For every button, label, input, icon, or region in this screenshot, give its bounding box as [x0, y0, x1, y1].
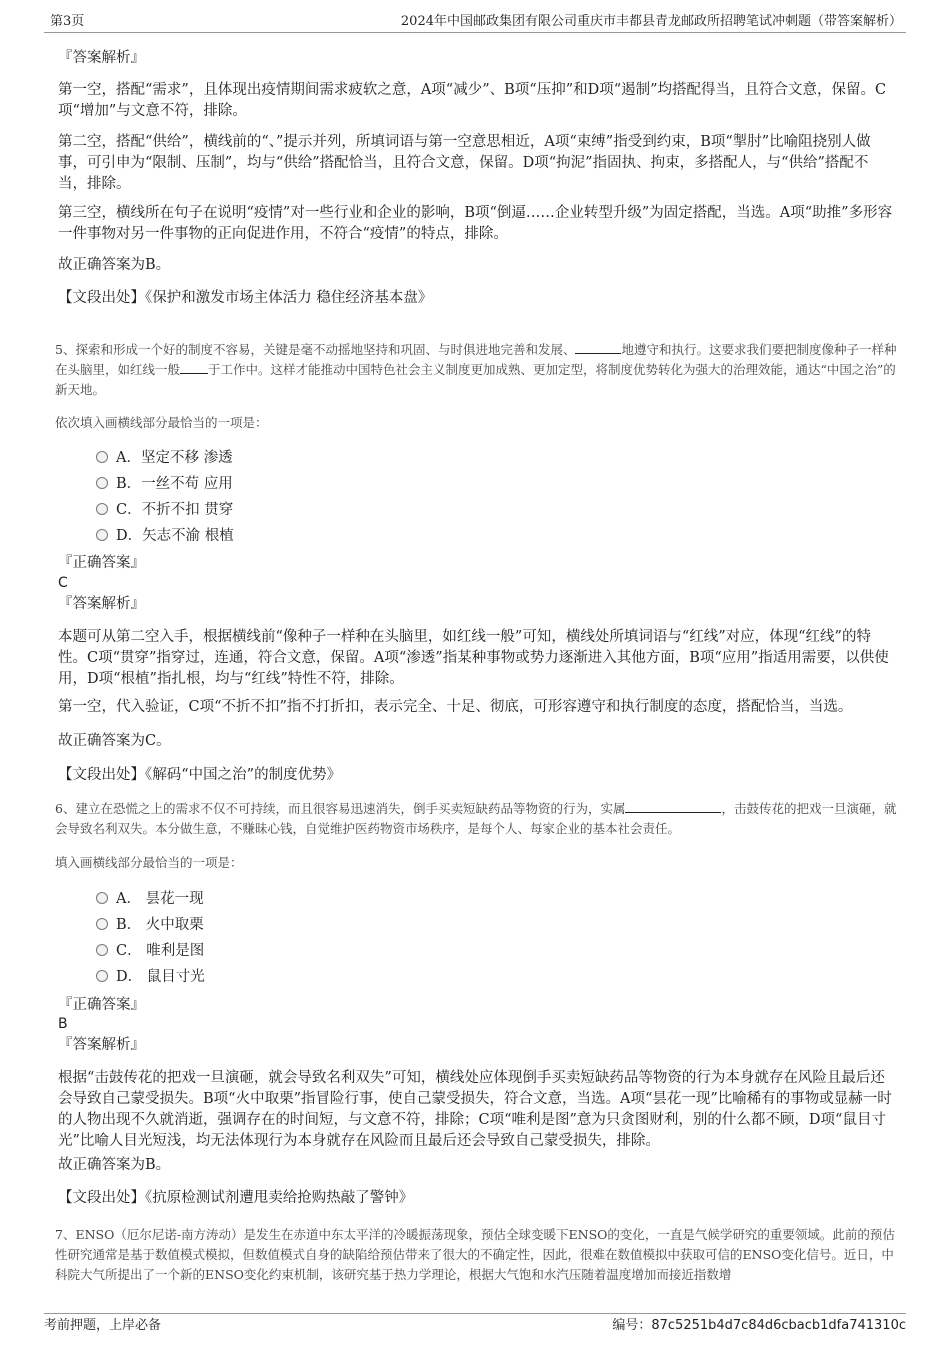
q6-analysis-para1: 根据“击鼓传花的把戏一旦演砸，就会导致名利双失”可知，横线处应体现倒手买卖短缺药品等物资的行为本身就存在风险且最后还会导致自己蒙受损失。B项“火中取栗”指冒险行事，使自己蒙受损失，符合文意，当选。A项“昙花一现”比喻稀有的事物或显赫一时的人物出现不久就消逝，强调存在的时间短，与文意不符，排除；C项“唯利是图”意为只贪图财利，别的什么都不顾，D项“鼠目寸光”比喻人目光短浅，均无法体现行为本身就存在风险而且最后还会导致自己蒙受损失，排除。	[58, 1070, 892, 1149]
q5-stem	[55, 340, 897, 400]
radio-icon[interactable]	[96, 970, 108, 982]
radio-icon[interactable]	[96, 451, 108, 463]
q6-answer: B	[58, 1016, 68, 1032]
q5-stem-part1: 5、探索和形成一个好的制度不容易，关键是毫不动摇地坚持和巩固、与时俱进地完善和发展、	[55, 342, 576, 357]
q5-source: 【文段出处】《解码“中国之治”的制度优势》	[58, 767, 342, 783]
q6-option-a[interactable]: A． 昙花一现	[96, 889, 204, 909]
q6-blank	[625, 800, 721, 813]
q4-analysis-para2: 第二空，搭配“供给”，横线前的“、”提示并列，所填词语与第一空意思相近，A项“束缚”指受到约束，B项“掣肘”比喻阻挠别人做事，可引申为“限制、压制”，均与“供给”搭配恰当，且符合文意，保留。D项“拘泥”指固执、拘束，多搭配人，与“供给”搭配不当，排除。	[58, 134, 871, 192]
q5-stem-part3: 于工作中。这样才能推动中国特色社会主义制度更加成熟、更加定型，将制度优势转化为强大的治理效能，通达“中国之治”的新天地。	[55, 362, 896, 397]
q6-conclusion: 故正确答案为B。	[58, 1157, 171, 1173]
q7-stem: 7、ENSO（厄尔尼诺-南方涛动）是发生在赤道中东太平洋的冷暖振荡现象，预估全球变暖下ENSO的变化，一直是气候学研究的重要领域。此前的预估性研究通常是基于数值模式模拟，但数值模式自身的缺陷给预估带来了很大的不确定性，因此，很难在数值模拟中获取可信的ENSO变化信号。近日，中科院大气所提出了一个新的ENSO变化约束机制，该研究基于热力学理论，根据大气饱和水汽压随着温度增加而接近指数增	[55, 1227, 895, 1282]
q5-option-a[interactable]: A．坚定不移 渗透	[96, 448, 233, 468]
footer-code-label: 编号：	[612, 1318, 652, 1333]
q5-option-b[interactable]: B．一丝不苟 应用	[96, 474, 233, 494]
q5-analysis-tag: 『答案解析』	[58, 596, 145, 612]
q6-stem-part1: 6、建立在恐慌之上的需求不仅不可持续，而且很容易迅速消失，倒手买卖短缺药品等物资的行为，实属	[55, 801, 626, 816]
q4-analysis-para1: 第一空，搭配“需求”，且体现出疫情期间需求疲软之意，A项“减少”、B项“压抑”和D项“遏制”均搭配得当，且符合文意，保留。C项“增加”与文意不符，排除。	[58, 82, 887, 119]
footer-code-value: 87c5251b4d7c84d6cbacb1dfa741310c	[651, 1318, 906, 1333]
q5-answer-tag: 『正确答案』	[58, 555, 145, 571]
page-footer	[44, 1313, 906, 1336]
q4-analysis-para3: 第三空，横线所在句子在说明“疫情”对一些行业和企业的影响，B项“倒逼……企业转型升级”为固定搭配，当选。A项“助推”多形容一件事物对另一件事物的正向促进作用，不符合“疫情”的特点，排除。	[58, 205, 893, 242]
q6-option-c[interactable]: C． 唯利是图	[96, 941, 204, 961]
q6-prompt: 填入画横线部分最恰当的一项是：	[55, 855, 243, 870]
q6-source: 【文段出处】《抗原检测试剂遭甩卖给抢购热敲了警钟》	[58, 1190, 414, 1206]
radio-icon[interactable]	[96, 503, 108, 515]
q6-analysis-tag: 『答案解析』	[58, 1037, 145, 1053]
q6-answer-tag: 『正确答案』	[58, 997, 145, 1013]
radio-icon[interactable]	[96, 918, 108, 930]
radio-icon[interactable]	[96, 944, 108, 956]
q5-prompt: 依次填入画横线部分最恰当的一项是：	[55, 415, 268, 430]
footer-code	[612, 1317, 906, 1335]
footer-slogan: 考前押题，上岸必备	[44, 1318, 162, 1333]
q6-stem-part2: ，击鼓传花的把戏一旦演砸，就会导致名利双失。本分做生意，不赚昧心钱，自觉维护医药物资市场秩序，是每个人、每家企业的基本社会责任。	[55, 801, 897, 836]
q4-source: 【文段出处】《保护和激发市场主体活力 稳住经济基本盘》	[58, 290, 433, 306]
page-header	[44, 14, 906, 33]
q5-option-c[interactable]: C．不折不扣 贯穿	[96, 500, 233, 520]
radio-icon[interactable]	[96, 477, 108, 489]
radio-icon[interactable]	[96, 892, 108, 904]
radio-icon[interactable]	[96, 529, 108, 541]
page-number: 第3页	[50, 14, 85, 29]
q5-analysis-para2: 第一空，代入验证，C项“不折不扣”指不打折扣，表示完全、十足、彻底，可形容遵守和执行制度的态度，搭配恰当，当选。	[58, 699, 853, 715]
q6-stem	[55, 799, 897, 839]
q6-option-b[interactable]: B． 火中取栗	[96, 915, 204, 935]
q5-analysis-para1: 本题可从第二空入手，根据横线前“像种子一样种在头脑里，如红线一般”可知，横线处所填词语与“红线”对应，体现“红线”的特性。C项“贯穿”指穿过，连通，符合文意，保留。A项“渗透”指某种事物或势力逐渐进入其他方面，B项“应用”指适用需要，以供使用，D项“根植”指扎根，均与“红线”特性不符，排除。	[58, 629, 889, 687]
document-title: 2024年中国邮政集团有限公司重庆市丰都县青龙邮政所招聘笔试冲刺题（带答案解析）	[400, 14, 902, 29]
q5-blank-2	[180, 361, 208, 374]
q6-option-d[interactable]: D． 鼠目寸光	[96, 967, 205, 987]
q4-analysis-tag: 『答案解析』	[58, 50, 145, 66]
q4-conclusion: 故正确答案为B。	[58, 257, 171, 273]
q5-conclusion: 故正确答案为C。	[58, 733, 171, 749]
q5-option-d[interactable]: D．矢志不渝 根植	[96, 526, 234, 546]
q5-stem-part2: 地遵守和执行。这要求我们要把制度像种子一样种在头脑里，如红线一般	[55, 342, 897, 377]
q5-blank-1	[575, 341, 621, 354]
q5-answer: C	[58, 575, 68, 591]
